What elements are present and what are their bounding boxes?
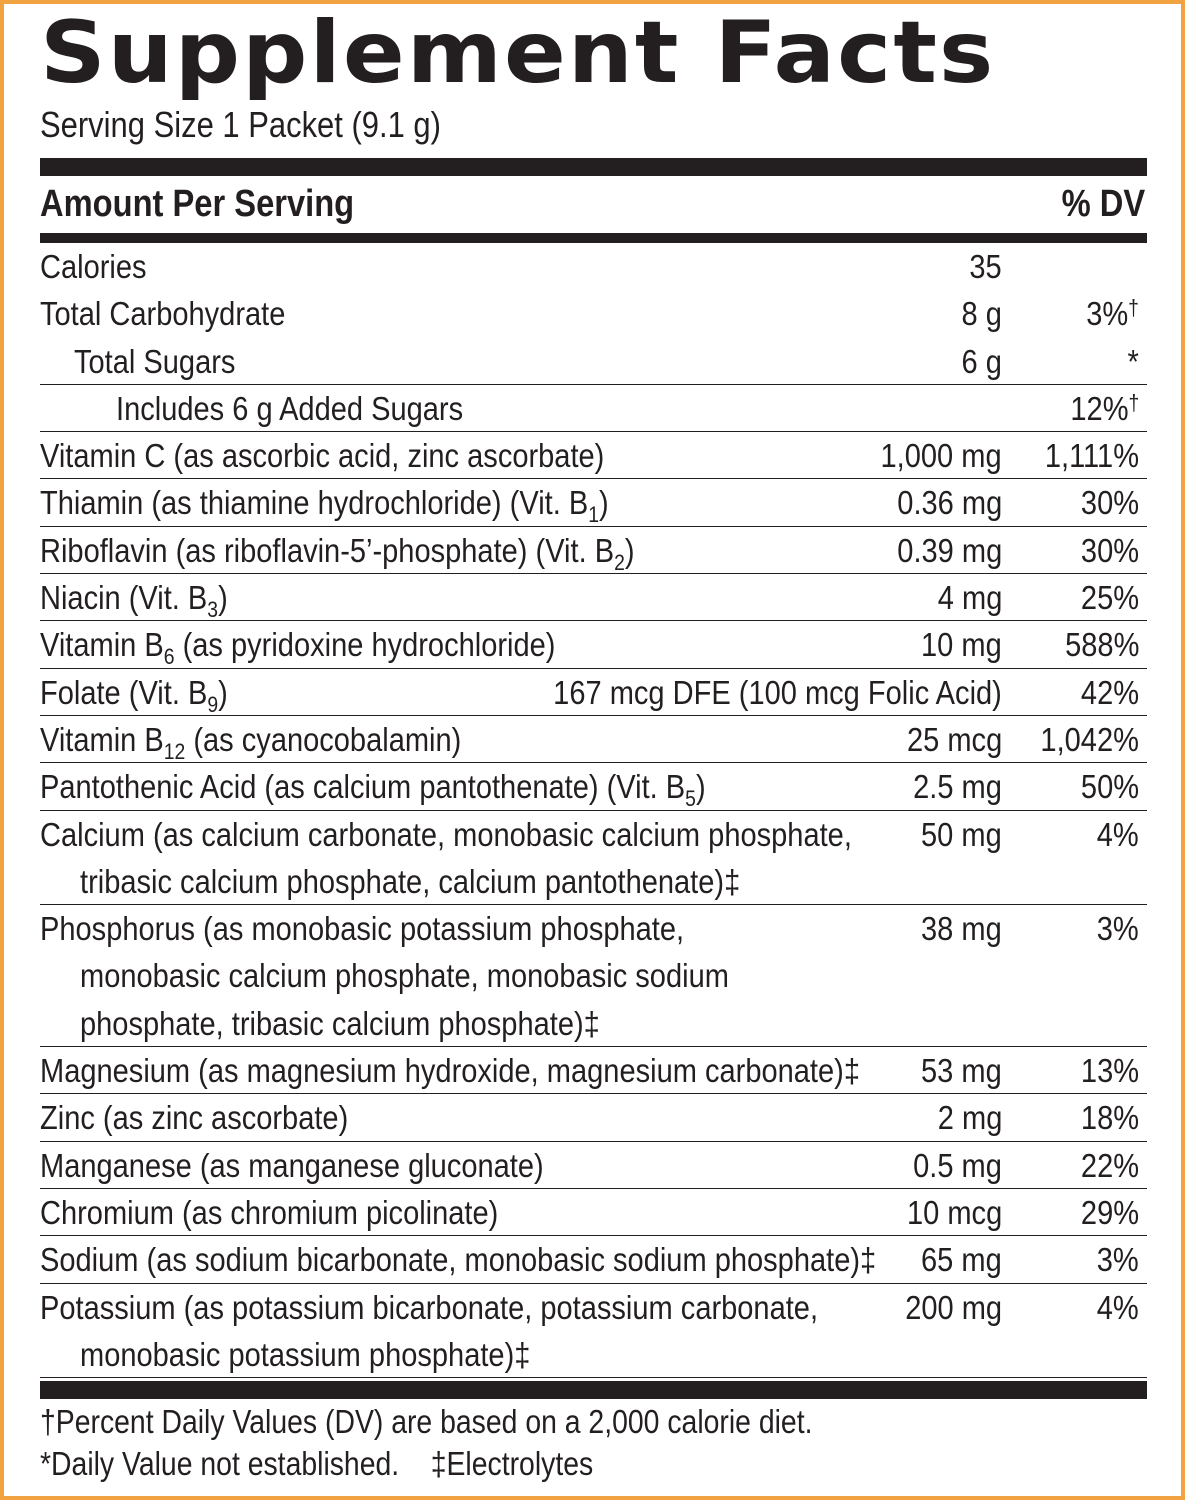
nutrient-dv <box>1040 716 1139 763</box>
nutrient-row <box>40 432 1147 479</box>
dv-value: 3% <box>1097 1241 1139 1279</box>
nutrient-name-part: ) <box>624 531 635 569</box>
nutrient-amount: 53 mg <box>921 1052 1002 1090</box>
dv-value: 18% <box>1080 1099 1139 1137</box>
nutrient-name-continued: tribasic calcium phosphate, calcium pantothenate)‡ <box>80 862 741 900</box>
nutrient-name: Includes 6 g Added Sugars <box>116 389 464 427</box>
serving-size: Serving Size 1 Packet (9.1 g) <box>40 104 441 145</box>
nutrient-subscript: 5 <box>685 786 696 812</box>
nutrient-amount: 2 mg <box>937 1099 1002 1137</box>
dv-value: 13% <box>1080 1052 1139 1090</box>
nutrient-dv <box>1128 338 1139 385</box>
nutrient-name <box>40 574 228 625</box>
nutrient-name-part: ) <box>218 673 228 711</box>
nutrient-row <box>40 527 1147 574</box>
dv-value: 588% <box>1064 626 1139 664</box>
nutrient-dv <box>1081 527 1139 574</box>
nutrient-name <box>40 527 635 578</box>
amount-per-serving-heading: Amount Per Serving <box>40 183 355 225</box>
dv-value: 30% <box>1080 484 1139 522</box>
nutrient-name: Sodium (as sodium bicarbonate, monobasic sodium phosphate)‡ <box>40 1241 877 1279</box>
nutrient-subscript: 1 <box>588 502 600 528</box>
nutrient-dv <box>1081 574 1139 621</box>
nutrient-name <box>40 763 706 814</box>
dv-value: 42% <box>1080 673 1139 711</box>
nutrient-name <box>40 621 555 672</box>
nutrient-amount: 0.36 mg <box>897 484 1002 522</box>
nutrient-row <box>40 669 1147 716</box>
nutrient-row <box>40 290 1147 337</box>
nutrient-amount: 35 <box>969 248 1002 285</box>
nutrient-amount: 0.5 mg <box>913 1146 1002 1184</box>
nutrient-dv <box>1081 763 1139 810</box>
nutrient-row <box>40 385 1147 432</box>
dagger-mark: † <box>1128 295 1139 321</box>
nutrient-name: Chromium (as chromium picolinate) <box>40 1193 499 1231</box>
thick-rule-top <box>40 158 1147 176</box>
nutrient-subscript: 12 <box>163 738 186 764</box>
nutrient-name: Manganese (as manganese gluconate) <box>40 1146 544 1184</box>
nutrient-name-continued: monobasic calcium phosphate, monobasic sodium <box>80 957 729 995</box>
nutrient-dv <box>1081 669 1139 716</box>
nutrient-name-continued: monobasic potassium phosphate)‡ <box>80 1335 531 1373</box>
nutrient-amount: 25 mcg <box>906 720 1002 758</box>
footnote-daily-values: †Percent Daily Values (DV) are based on a 2,000 calorie diet. <box>40 1403 813 1440</box>
nutrient-dv <box>1097 1284 1139 1331</box>
nutrient-row <box>40 1236 1147 1283</box>
nutrient-name <box>40 716 461 767</box>
nutrient-name-part: ) <box>599 484 609 522</box>
nutrient-subscript: 9 <box>207 691 219 717</box>
panel-title: Supplement Facts <box>40 3 996 103</box>
dv-value: 50% <box>1080 768 1139 806</box>
nutrient-name <box>40 479 609 530</box>
nutrient-subscript: 3 <box>207 597 219 623</box>
nutrient-amount: 38 mg <box>921 910 1002 948</box>
dv-value: 22% <box>1080 1146 1139 1184</box>
nutrient-row <box>40 243 1147 290</box>
nutrient-dv <box>1086 290 1139 341</box>
nutrient-subscript: 2 <box>614 549 625 575</box>
nutrient-row <box>40 1142 1147 1189</box>
nutrient-dv <box>1081 1189 1139 1236</box>
nutrient-name: Calcium (as calcium carbonate, monobasic calcium phosphate, <box>40 815 852 853</box>
nutrient-amount: 6 g <box>961 342 1002 380</box>
nutrient-name-part: ) <box>695 768 706 806</box>
nutrient-name: Zinc (as zinc ascorbate) <box>40 1099 349 1137</box>
nutrient-row <box>40 479 1147 526</box>
nutrient-name: Phosphorus (as monobasic potassium phosphate, <box>40 910 685 948</box>
dv-value: 4% <box>1097 1288 1139 1326</box>
nutrient-subscript: 6 <box>163 644 175 670</box>
nutrient-name-part: Riboflavin (as riboflavin-5’-phosphate) (Vit. B <box>40 531 615 569</box>
nutrient-name-part: Pantothenic Acid (as calcium pantothenate) (Vit. B <box>40 768 686 806</box>
dv-value: 1,042% <box>1040 720 1139 758</box>
nutrient-name: Vitamin C (as ascorbic acid, zinc ascorbate) <box>40 437 605 475</box>
nutrient-name: Potassium (as potassium bicarbonate, potassium carbonate, <box>40 1288 819 1326</box>
nutrient-row <box>40 716 1147 763</box>
dv-value: 30% <box>1080 531 1139 569</box>
nutrient-amount: 50 mg <box>921 815 1002 853</box>
dv-value: 3% <box>1086 295 1129 333</box>
dagger-mark: † <box>1128 389 1139 415</box>
dv-value: 12% <box>1070 389 1129 427</box>
nutrient-dv <box>1070 385 1139 436</box>
nutrient-row <box>40 1047 1147 1094</box>
nutrient-name: Total Carbohydrate <box>40 295 286 333</box>
dv-value: 1,111% <box>1044 437 1139 475</box>
nutrient-amount: 65 mg <box>921 1241 1002 1279</box>
nutrient-dv <box>1081 1094 1139 1141</box>
nutrient-name-part: Vitamin B <box>40 626 164 664</box>
dv-value: 3% <box>1097 910 1139 948</box>
nutrient-dv <box>1097 811 1139 858</box>
nutrient-amount: 1,000 mg <box>880 437 1002 475</box>
nutrient-row <box>40 811 1147 906</box>
nutrient-amount: 0.39 mg <box>897 531 1002 569</box>
nutrient-name-part: Folate (Vit. B <box>40 673 208 711</box>
nutrient-dv <box>1065 621 1139 668</box>
nutrient-amount: 8 g <box>961 295 1002 333</box>
nutrient-dv <box>1097 905 1139 952</box>
footnote-not-established: *Daily Value not established. ‡Electrolytes <box>40 1445 594 1482</box>
nutrient-name-part: Thiamin (as thiamine hydrochloride) (Vit. B <box>40 484 589 522</box>
nutrient-name <box>40 669 228 720</box>
dv-value: * <box>1127 342 1139 380</box>
nutrient-amount: 167 mcg DFE (100 mcg Folic Acid) <box>553 673 1002 711</box>
nutrient-amount: 4 mg <box>937 579 1002 617</box>
nutrient-dv <box>1097 1236 1139 1283</box>
nutrient-row <box>40 621 1147 668</box>
nutrient-row <box>40 905 1147 1047</box>
nutrient-row <box>40 1189 1147 1236</box>
facts-table <box>40 243 1147 1378</box>
nutrient-name: Magnesium (as magnesium hydroxide, magnesium carbonate)‡ <box>40 1052 860 1090</box>
dv-heading: % DV <box>1061 183 1145 225</box>
nutrient-row <box>40 1094 1147 1141</box>
nutrient-amount: 10 mcg <box>906 1193 1002 1231</box>
nutrient-name-part: (as pyridoxine hydrochloride) <box>174 626 556 664</box>
nutrient-name-part: Niacin (Vit. B <box>40 579 208 617</box>
nutrient-name: Calories <box>40 248 147 285</box>
nutrient-dv <box>1081 1142 1139 1189</box>
nutrient-amount: 200 mg <box>905 1288 1002 1326</box>
nutrient-amount: 2.5 mg <box>913 768 1002 806</box>
nutrient-name-continued: phosphate, tribasic calcium phosphate)‡ <box>80 1004 600 1042</box>
nutrient-amount: 10 mg <box>921 626 1002 664</box>
nutrient-dv <box>1081 479 1139 526</box>
nutrient-row <box>40 574 1147 621</box>
thick-rule-bottom <box>40 1381 1147 1399</box>
column-header <box>40 176 1147 232</box>
nutrient-row <box>40 338 1147 385</box>
nutrient-row <box>40 763 1147 810</box>
nutrient-name-part: ) <box>218 579 228 617</box>
dv-value: 25% <box>1080 579 1139 617</box>
nutrient-name-part: Vitamin B <box>40 720 164 758</box>
nutrient-dv <box>1081 1047 1139 1094</box>
dv-value: 4% <box>1097 815 1139 853</box>
nutrient-row <box>40 1284 1147 1379</box>
dv-value: 29% <box>1080 1193 1139 1231</box>
nutrient-name: Total Sugars <box>74 342 236 380</box>
thick-rule-header <box>40 233 1147 243</box>
nutrient-dv <box>1045 432 1139 479</box>
nutrient-name-part: (as cyanocobalamin) <box>185 720 462 758</box>
